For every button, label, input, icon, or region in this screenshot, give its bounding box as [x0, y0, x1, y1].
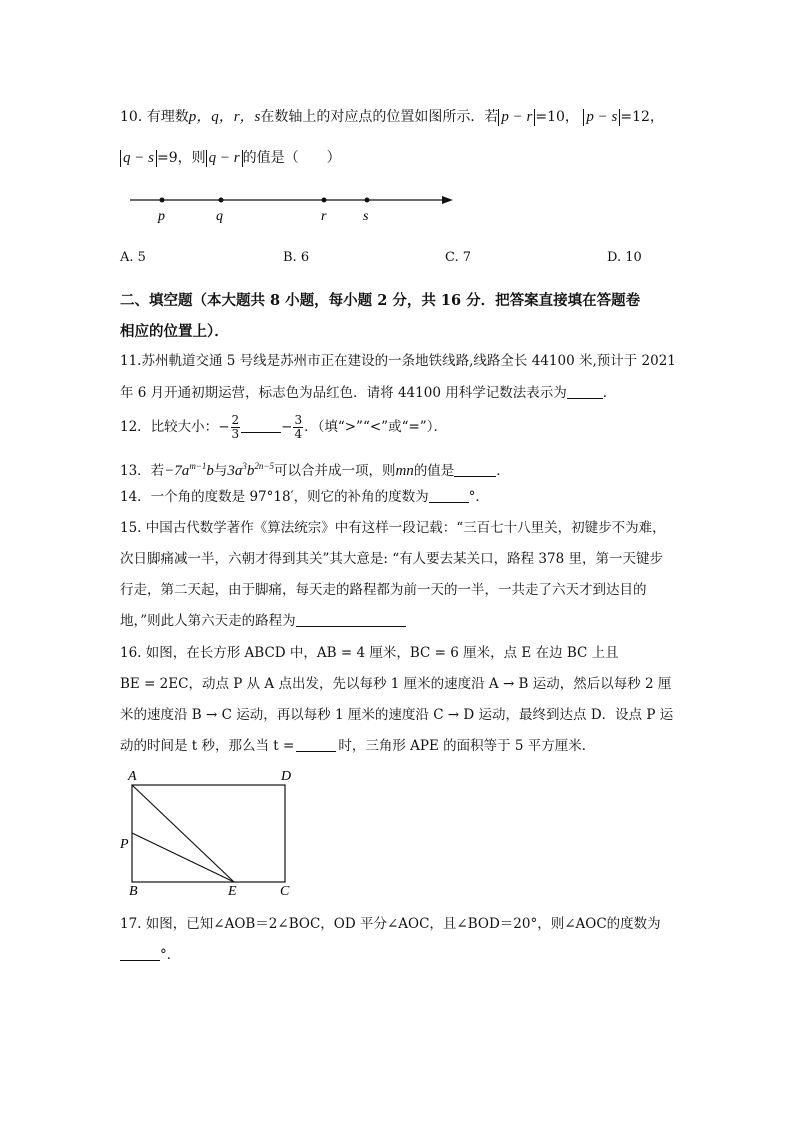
- q10-abs-3: q − s: [120, 150, 157, 167]
- q12-minus-2: −: [281, 419, 293, 435]
- q10-option-d[interactable]: D. 10: [607, 250, 642, 265]
- label-s: s: [363, 209, 369, 224]
- q11-line-2: [120, 383, 616, 403]
- label-p-point: P: [120, 837, 129, 852]
- q17-line-1: 17. 如图，已知∠AOB＝2∠BOC，OD 平分∠AOC，且∠BOD＝20°，则∠AOC的度数为: [120, 916, 661, 932]
- q12-fraction-1: [231, 414, 241, 441]
- q12-minus-1: −: [218, 419, 230, 435]
- q15-line-1: 15. 中国古代数学著作《算法统宗》中有这样一段记载：“三百七十八里关，初键步不为难，: [120, 520, 666, 536]
- q10-eq-3: =9，则: [156, 150, 206, 166]
- section-2-heading-line-2: 相应的位置上）．: [120, 323, 229, 340]
- q12-answer-blank[interactable]: [241, 418, 281, 433]
- q17-line-2: [120, 945, 180, 965]
- number-line-figure: [118, 185, 463, 230]
- q11-end: ．: [602, 385, 617, 401]
- label-d: D: [281, 769, 292, 784]
- q16-text-b: 时，三角形 APE 的面积等于 5 平方厘米．: [338, 738, 596, 754]
- q13-answer-blank[interactable]: [454, 462, 496, 477]
- point-q: [219, 198, 224, 203]
- q12-fraction-1-den: 3: [231, 427, 240, 441]
- q13-end: ．: [496, 463, 510, 479]
- q10-line-1: [120, 107, 664, 127]
- q13-term-1-coef: −7a: [164, 463, 190, 479]
- q15-text: 地，”则此人第六天走的路程为: [120, 613, 296, 629]
- q15-line-2: 次日脚痛减一半，六朝才得到其关”其大意是: “有人要去某关口，路程 378 里，第一天键步: [120, 551, 663, 567]
- q17-answer-blank[interactable]: [120, 946, 160, 961]
- q12-line: [120, 414, 447, 441]
- q14-end: °．: [468, 489, 489, 505]
- label-q: q: [216, 209, 223, 224]
- q13-with: 与: [213, 463, 228, 479]
- q10-option-b[interactable]: B. 6: [283, 250, 310, 265]
- q12-tail: ．（填“>”“<”或“=”）．: [304, 419, 447, 435]
- q15-line-3: 行走，第二天起，由于脚痛，每天走的路程都为前一天的一半，一共走了六天才到达目的: [120, 582, 647, 598]
- q10-lead: 10. 有理数: [120, 109, 189, 125]
- point-r: [322, 198, 327, 203]
- q11-line-1: 11.苏州軌道交通 5 号线是苏州市正在建设的一条地铁线路,线路全长 44100 米,预计于 2021: [120, 353, 676, 369]
- q14-line: [120, 487, 489, 507]
- q12-fraction-2-num: 3: [294, 413, 303, 427]
- label-r: r: [321, 209, 327, 224]
- label-b: B: [129, 884, 138, 897]
- q13-tail: 的值是: [413, 463, 455, 479]
- q12-fraction-2-den: 4: [294, 427, 303, 441]
- q13-term-2-base: 3a: [227, 463, 243, 479]
- q16-line-4: [120, 736, 595, 756]
- label-p: p: [158, 209, 165, 224]
- q13-mid: 可以合并成一项，则: [273, 463, 396, 479]
- q10-tail: 的值是（ ）: [242, 150, 341, 166]
- q13-term-2-mid: b: [246, 463, 255, 479]
- rectangle-abcd: [132, 785, 285, 882]
- label-a: A: [128, 769, 137, 784]
- q13-line: [120, 456, 510, 481]
- q10-vars: p，q，r，s: [188, 109, 261, 125]
- q16-text-a: 动的时间是 t 秒，那么当 t =: [120, 738, 295, 754]
- q16-line-2: BE = 2EC，动点 P 从 A 点出发，先以每秒 1 厘米的速度沿 A → B 运动，然后以每秒 2 厘: [120, 676, 672, 692]
- q13-term-2-exp-1: 3: [242, 461, 247, 471]
- q10-mid: 在数轴上的对应点的位置如图所示．若: [260, 109, 499, 125]
- q12-lead: 12．比较大小：: [120, 419, 219, 435]
- q10-abs-4: q − r: [206, 150, 243, 167]
- q13-term-1-tail: b: [206, 463, 214, 479]
- q10-abs-2: p − s: [583, 109, 620, 126]
- label-e: E: [228, 884, 237, 897]
- q13-mn: mn: [395, 463, 414, 479]
- q15-answer-blank[interactable]: [296, 612, 406, 627]
- q17-end: °．: [160, 947, 181, 963]
- q10-option-c[interactable]: C. 7: [445, 250, 472, 265]
- q10-eq-1: =10，: [535, 109, 579, 125]
- q16-line-1: 16. 如图，在长方形 ABCD 中，AB = 4 厘米，BC = 6 厘米，点 E 在边 BC 上且: [120, 645, 619, 661]
- rectangle-figure: [115, 765, 305, 897]
- q10-option-a[interactable]: A. 5: [120, 250, 146, 265]
- q13-term-1: [164, 463, 214, 479]
- q13-term-1-exp: m−1: [189, 461, 207, 471]
- q12-fraction-2: [293, 414, 303, 441]
- q12-fraction-1-num: 2: [231, 413, 240, 427]
- point-s: [365, 198, 370, 203]
- q13-term-2: [227, 463, 274, 479]
- q13-term-2-exp-2: 2n−5: [254, 461, 274, 471]
- segment-ae: [132, 785, 234, 882]
- q11-answer-blank[interactable]: [567, 384, 603, 399]
- segment-pe: [132, 833, 234, 882]
- q16-line-3: 米的速度沿 B → C 运动，再以每秒 1 厘米的速度沿 C → D 运动，最终到达点 D．设点 P 运: [120, 707, 674, 723]
- q10-abs-1: p − r: [498, 109, 535, 126]
- q16-answer-blank[interactable]: [296, 737, 336, 752]
- number-line-arrow: [442, 196, 453, 204]
- q14-answer-blank[interactable]: [429, 488, 469, 503]
- section-2-heading-line-1: 二、填空题（本大题共 8 小题，每小题 2 分，共 16 分．把答案直接填在答题卷: [120, 292, 641, 309]
- label-c: C: [280, 884, 290, 897]
- point-p: [160, 198, 165, 203]
- q13-lead: 13．若: [120, 463, 165, 479]
- q10-line-2: [120, 148, 341, 168]
- q11-text: 年 6 月开通初期运营，标志色为品红色．请将 44100 用科学记数法表示为: [120, 385, 567, 401]
- q10-eq-2: =12，: [620, 109, 664, 125]
- q15-line-4: [120, 611, 406, 631]
- q14-text: 14．一个角的度数是 97°18′，则它的补角的度数为: [120, 489, 429, 505]
